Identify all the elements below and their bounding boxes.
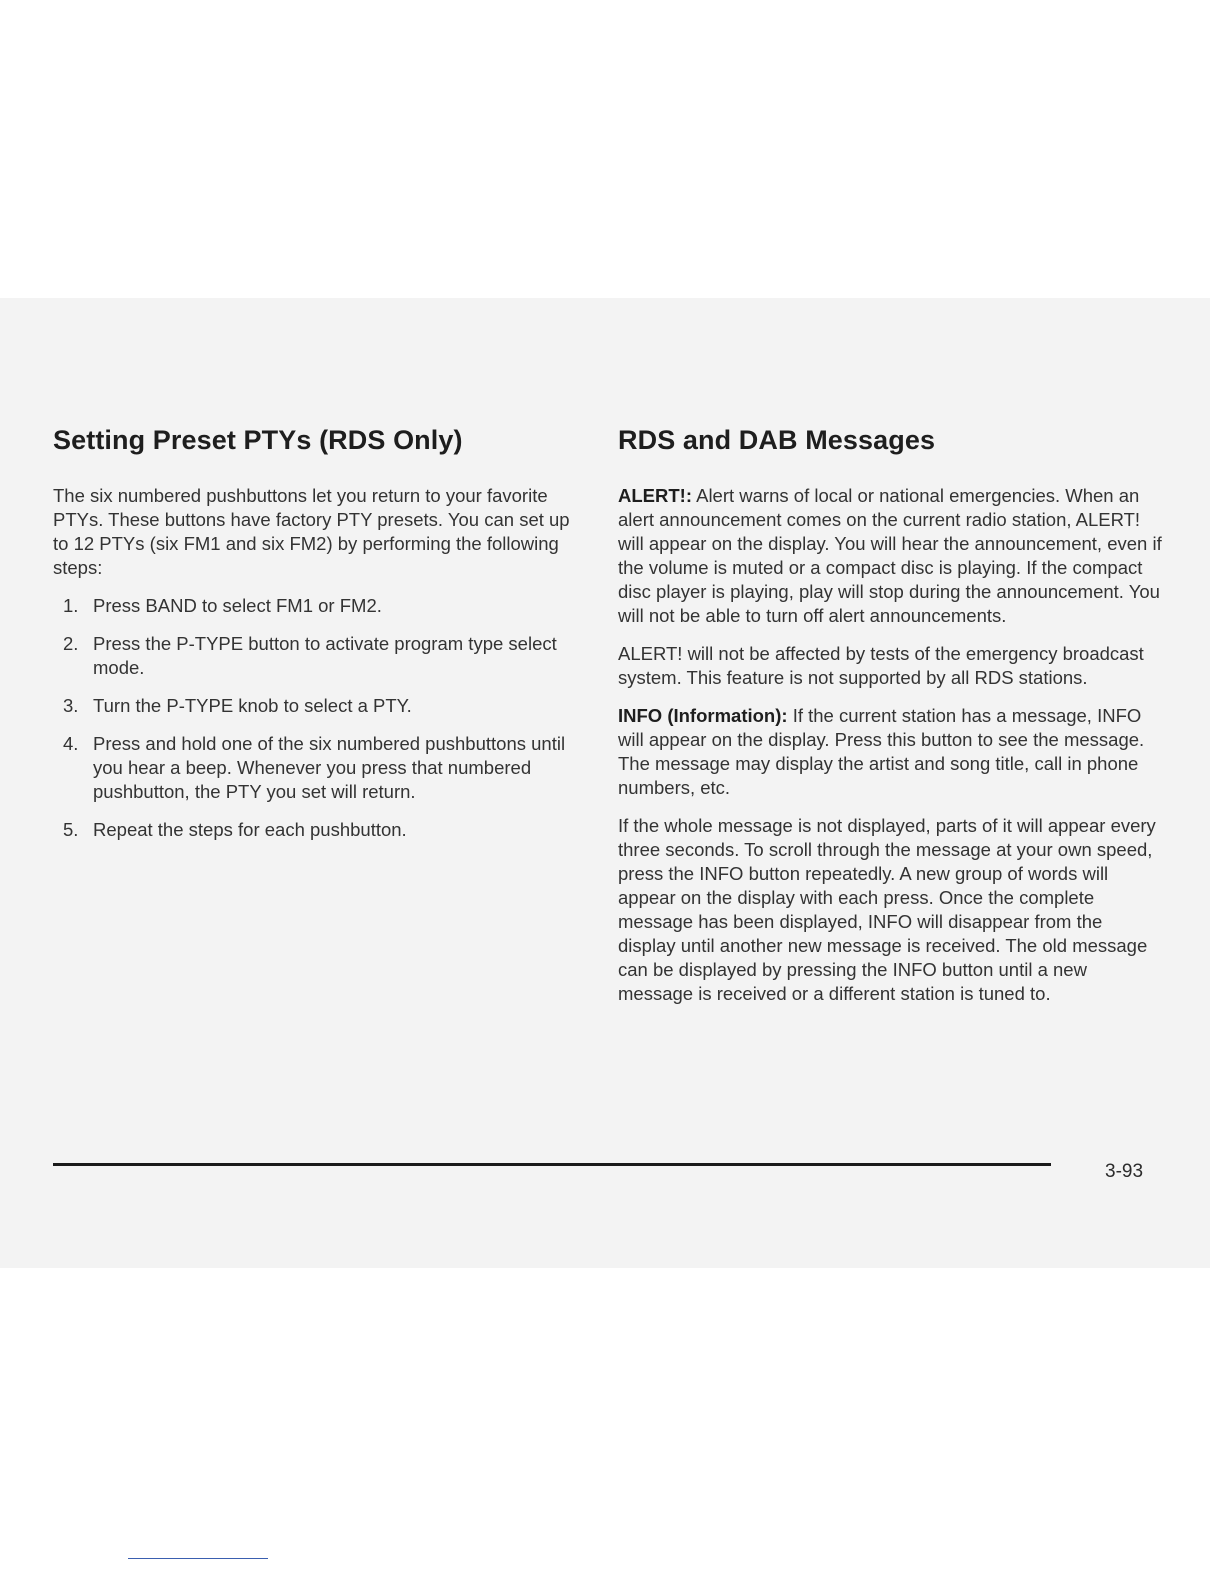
list-item: [53, 732, 578, 804]
step-text: Turn the P-TYPE knob to select a PTY.: [93, 695, 412, 716]
footer-divider: [53, 1163, 1051, 1166]
list-item: [53, 594, 578, 618]
alert-text: Alert warns of local or national emergencies. When an alert announcement comes on the current radio station, ALERT! will appear on the display. You will hear the announcement, even if the volume is muted or a compact disc is playing. If the compact disc player is playing, play will stop during the announcement. You will not be able to turn off alert announcements.: [618, 485, 1162, 626]
alert-label: ALERT!:: [618, 485, 692, 506]
step-number: 2.: [63, 633, 79, 654]
alert-paragraph: [618, 484, 1163, 628]
step-text: Press and hold one of the six numbered pushbuttons until you hear a beep. Whenever you press that numbered pushbutton, the PTY you set will return.: [93, 733, 566, 802]
info-paragraph: [618, 704, 1163, 800]
info-text: If the current station has a message, INFO will appear on the display. Press this button to see the message. The message may display the artist and song title, call in phone numbers, etc.: [618, 705, 1145, 798]
step-number: 1.: [63, 595, 79, 616]
right-column: [618, 420, 1163, 1020]
alert-note-paragraph: ALERT! will not be affected by tests of the emergency broadcast system. This feature is not supported by all RDS stations.: [618, 643, 1144, 688]
intro-paragraph: The six numbered pushbuttons let you return to your favorite PTYs. These buttons have factory PTY presets. You can set up to 12 PTYs (six FM1 and six FM2) by performing the following steps:: [53, 485, 570, 578]
step-text: Repeat the steps for each pushbutton.: [93, 819, 407, 840]
info-label: INFO (Information):: [618, 705, 788, 726]
list-item: [53, 632, 578, 680]
step-number: 5.: [63, 819, 79, 840]
section-heading-rds-dab-messages: RDS and DAB Messages: [618, 425, 936, 455]
list-item: [53, 818, 578, 842]
left-column: [53, 420, 578, 856]
section-heading-preset-ptys: Setting Preset PTYs (RDS Only): [53, 425, 463, 455]
list-item: [53, 694, 578, 718]
step-text: Press the P-TYPE button to activate program type select mode.: [93, 633, 557, 678]
step-text: Press BAND to select FM1 or FM2.: [93, 595, 382, 616]
page-number: 3-93: [1105, 1161, 1144, 1182]
step-number: 3.: [63, 695, 79, 716]
bottom-underline-divider: [128, 1558, 268, 1559]
info-scroll-paragraph: If the whole message is not displayed, parts of it will appear every three seconds. To scroll through the message at your own speed, press the INFO button repeatedly. A new group of words will appear on the display with each press. Once the complete message has been displayed, INFO will disappear from the display until another new message is received. The old message can be displayed by pressing the INFO button until a new message is received or a different station is tuned to.: [618, 815, 1156, 1004]
steps-list: [53, 594, 578, 842]
step-number: 4.: [63, 733, 79, 754]
